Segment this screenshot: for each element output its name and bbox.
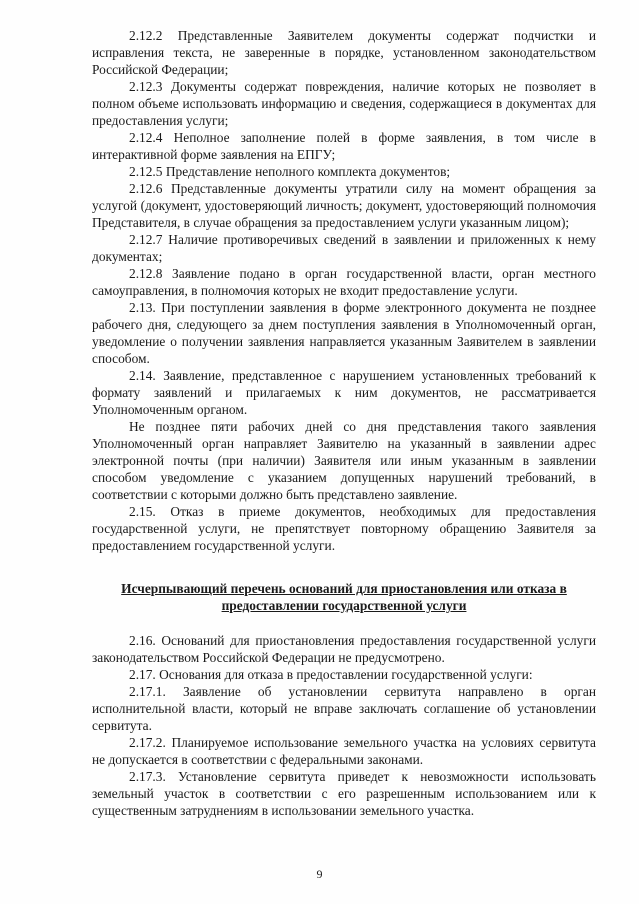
paragraph-2-12-8: 2.12.8 Заявление подано в орган государственной власти, орган местного самоуправления, в полномочия которых не входит предоставление услуги.	[92, 266, 596, 298]
paragraph-2-16: 2.16. Оснований для приостановления предоставления государственной услуги законодательством Российской Федерации не предусмотрено.	[92, 633, 596, 665]
paragraph-2-12-7: 2.12.7 Наличие противоречивых сведений в заявлении и приложенных к нему документах;	[92, 232, 596, 264]
paragraph-2-12-4: 2.12.4 Неполное заполнение полей в форме заявления, в том числе в интерактивной форме заявления на ЕПГУ;	[92, 130, 596, 162]
paragraph-2-12-2: 2.12.2 Представленные Заявителем документы содержат подчистки и исправления текста, не заверенные в порядке, установленном законодательством Российской Федерации;	[92, 28, 596, 77]
paragraph-2-17-1: 2.17.1. Заявление об установлении сервитута направлено в орган исполнительной власти, который не вправе заключать соглашение об установлении сервитута.	[92, 684, 596, 733]
document-body	[92, 27, 596, 819]
paragraph-2-12-6: 2.12.6 Представленные документы утратили силу на момент обращения за услугой (документ, удостоверяющий личность; документ, удостоверяющий полномочия Представителя, в случае обращения за предоставлением услуги указанным лицом);	[92, 181, 596, 230]
paragraph-2-17-3: 2.17.3. Установление сервитута приведет к невозможности использовать земельный участок в соответствии с его разрешенным использованием или к существенным затруднениям в использовании земельного участка.	[92, 769, 596, 818]
page-number: 9	[316, 867, 323, 881]
paragraph-2-17-2: 2.17.2. Планируемое использование земельного участка на условиях сервитута не допускается в соответствии с федеральными законами.	[92, 735, 596, 767]
paragraph-2-17: 2.17. Основания для отказа в предоставлении государственной услуги:	[129, 667, 533, 682]
paragraph-2-15: 2.15. Отказ в приеме документов, необходимых для предоставления государственной услуги, не препятствует повторному обращению Заявителя за предоставлением государственной услуги.	[92, 504, 596, 553]
paragraph-2-14-continued: Не позднее пяти рабочих дней со дня представления такого заявления Уполномоченный орган направляет Заявителю на указанный в заявлении адрес электронной почты (при наличии) Заявителя или иным указанным в заявлении способом уведомление с указанием допущенных нарушений требований, в соответствии с которыми должно быть представлено заявление.	[92, 419, 596, 502]
paragraph-2-12-5: 2.12.5 Представление неполного комплекта документов;	[129, 164, 451, 179]
paragraph-2-14: 2.14. Заявление, представленное с нарушением установленных требований к формату заявлений и прилагаемых к ним документов, не рассматривается Уполномоченным органом.	[92, 368, 596, 417]
paragraph-2-12-3: 2.12.3 Документы содержат повреждения, наличие которых не позволяет в полном объеме использовать информацию и сведения, содержащиеся в документах для предоставления услуги;	[92, 79, 596, 128]
paragraph-2-13: 2.13. При поступлении заявления в форме электронного документа не позднее рабочего дня, следующего за днем поступления заявления в Уполномоченный орган, уведомление о получении заявления направляется указанным Заявителем в заявлении способом.	[92, 300, 596, 366]
section-heading: Исчерпывающий перечень оснований для приостановления или отказа в предоставлении государственной услуги	[121, 581, 567, 613]
